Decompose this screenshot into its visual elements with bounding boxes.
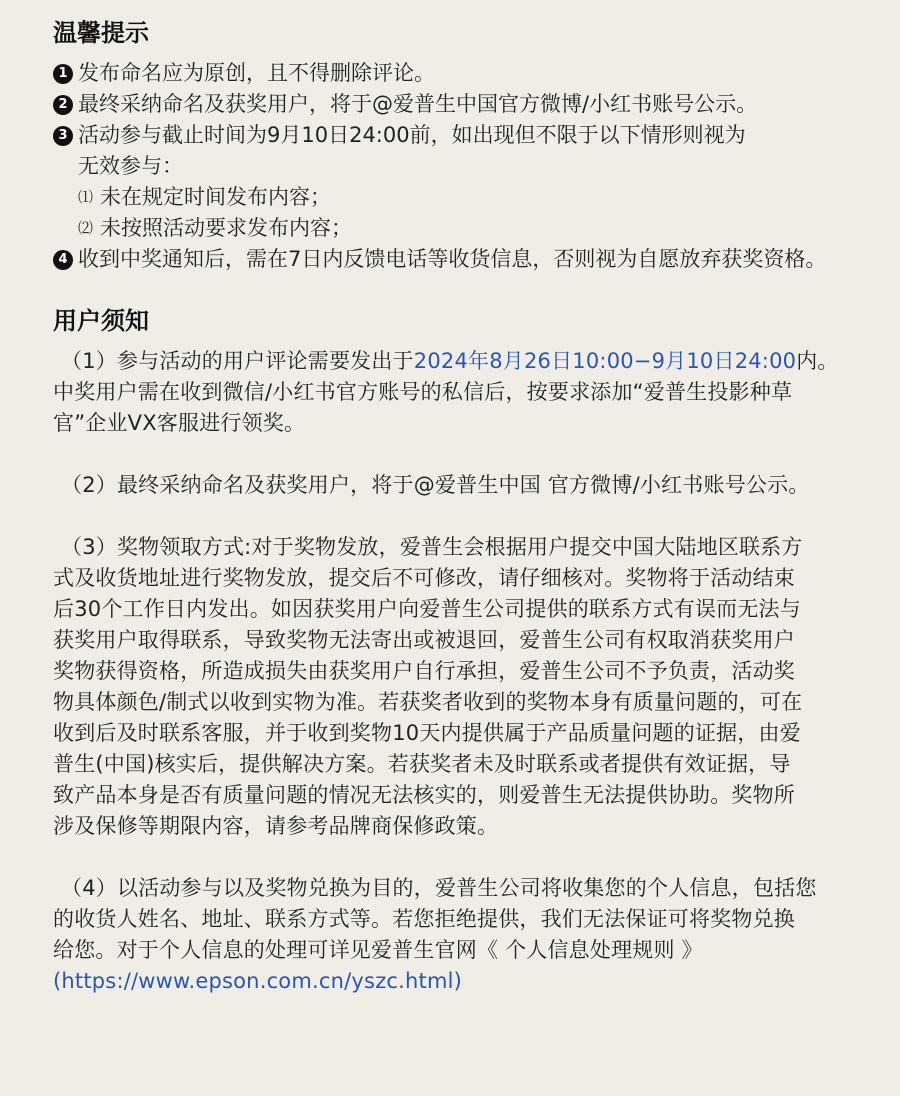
p4-line: （4）以活动参与以及奖物兑换为目的，爱普生公司将收集您的个人信息，包括您 <box>61 876 817 900</box>
p4-line: 的收货人姓名、地址、联系方式等。若您拒绝提供，我们无法保证可将奖物兑换 <box>53 907 795 931</box>
p3-line: 普生(中国)核实后，提供解决方案。若获奖者未及时联系或者提供有效证据，导 <box>53 752 791 776</box>
tip-text: 收到中奖通知后，需在7日内反馈电话等收货信息，否则视为自愿放弃获奖资格。 <box>78 247 827 271</box>
tip-text: 发布命名应为原创，且不得删除评论。 <box>78 61 435 85</box>
tip-item <box>53 244 870 275</box>
p3-line: 收到后及时联系客服，并于收到奖物10天内提供属于产品质量问题的证据，由爱 <box>53 721 801 745</box>
number-badge-icon: 2 <box>53 95 73 115</box>
tip-text: 最终采纳命名及获奖用户，将于@爱普生中国官方微博/小红书账号公示。 <box>78 92 758 116</box>
date-range-highlight: 2024年8月26日10:00−9月10日24:00 <box>413 349 797 373</box>
p4-line: 给您。对于个人信息的处理可详见爱普生官网《 个人信息处理规则 》 <box>53 938 703 962</box>
p3-line: 致产品本身是否有质量问题的情况无法核实的，则爱普生无法提供协助。奖物所 <box>53 783 795 807</box>
tip-item <box>53 120 870 151</box>
p3-line: 奖物获得资格，所造成损失由获奖用户自行承担，爱普生公司不予负责，活动奖 <box>53 659 795 683</box>
tip-text: 活动参与截止时间为9月10日24:00前，如出现但不限于以下情形则视为 <box>78 123 746 147</box>
tip-subitem <box>53 213 870 244</box>
tip-subitem <box>53 182 870 213</box>
p3-line: 涉及保修等期限内容，请参考品牌商保修政策。 <box>53 814 499 838</box>
subitem-text: 未按照活动要求发布内容； <box>100 216 352 240</box>
tips-title: 温馨提示 <box>53 19 149 47</box>
privacy-policy-link[interactable]: (https://www.epson.com.cn/yszc.html) <box>53 969 463 993</box>
number-badge-icon: 4 <box>53 250 73 270</box>
number-badge-icon: 1 <box>53 64 73 84</box>
p3-line: 后30个工作日内发出。如因获奖用户向爱普生公司提供的联系方式有误而无法与 <box>53 597 801 621</box>
p2-line: （2）最终采纳命名及获奖用户，将于@爱普生中国 官方微博/小红书账号公示。 <box>61 473 810 497</box>
subitem-number: ⑵ <box>78 219 94 237</box>
notice-title: 用户须知 <box>53 307 149 335</box>
notice-paragraph-2 <box>53 470 870 501</box>
tip-text-continued: 无效参与： <box>78 154 183 178</box>
subitem-text: 未在规定时间发布内容； <box>100 185 331 209</box>
p1-line: 官”企业VX客服进行领奖。 <box>53 411 306 435</box>
subitem-number: ⑴ <box>78 188 94 206</box>
p3-line: （3）奖物领取方式:对于奖物发放，爱普生会根据用户提交中国大陆地区联系方 <box>61 535 803 559</box>
number-badge-icon: 3 <box>53 126 73 146</box>
p1-prefix: （1）参与活动的用户评论需要发出于 <box>61 349 414 373</box>
tip-item <box>53 89 870 120</box>
p1-line: 中奖用户需在收到微信/小红书官方账号的私信后，按要求添加“爱普生投影种草 <box>53 380 793 404</box>
p3-line: 物具体颜色/制式以收到实物为准。若获奖者收到的奖物本身有质量问题的，可在 <box>53 690 803 714</box>
p3-line: 获奖用户取得联系，导致奖物无法寄出或被退回，爱普生公司有权取消获奖用户 <box>53 628 795 652</box>
notice-paragraph-4 <box>53 873 870 997</box>
p1-suffix: 内。 <box>796 349 839 373</box>
tips-list <box>53 58 870 275</box>
tip-item <box>53 58 870 89</box>
notice-paragraph-3 <box>53 532 870 842</box>
notice-paragraph-1 <box>53 346 870 439</box>
p3-line: 式及收货地址进行奖物发放，提交后不可修改，请仔细核对。奖物将于活动结束 <box>53 566 795 590</box>
